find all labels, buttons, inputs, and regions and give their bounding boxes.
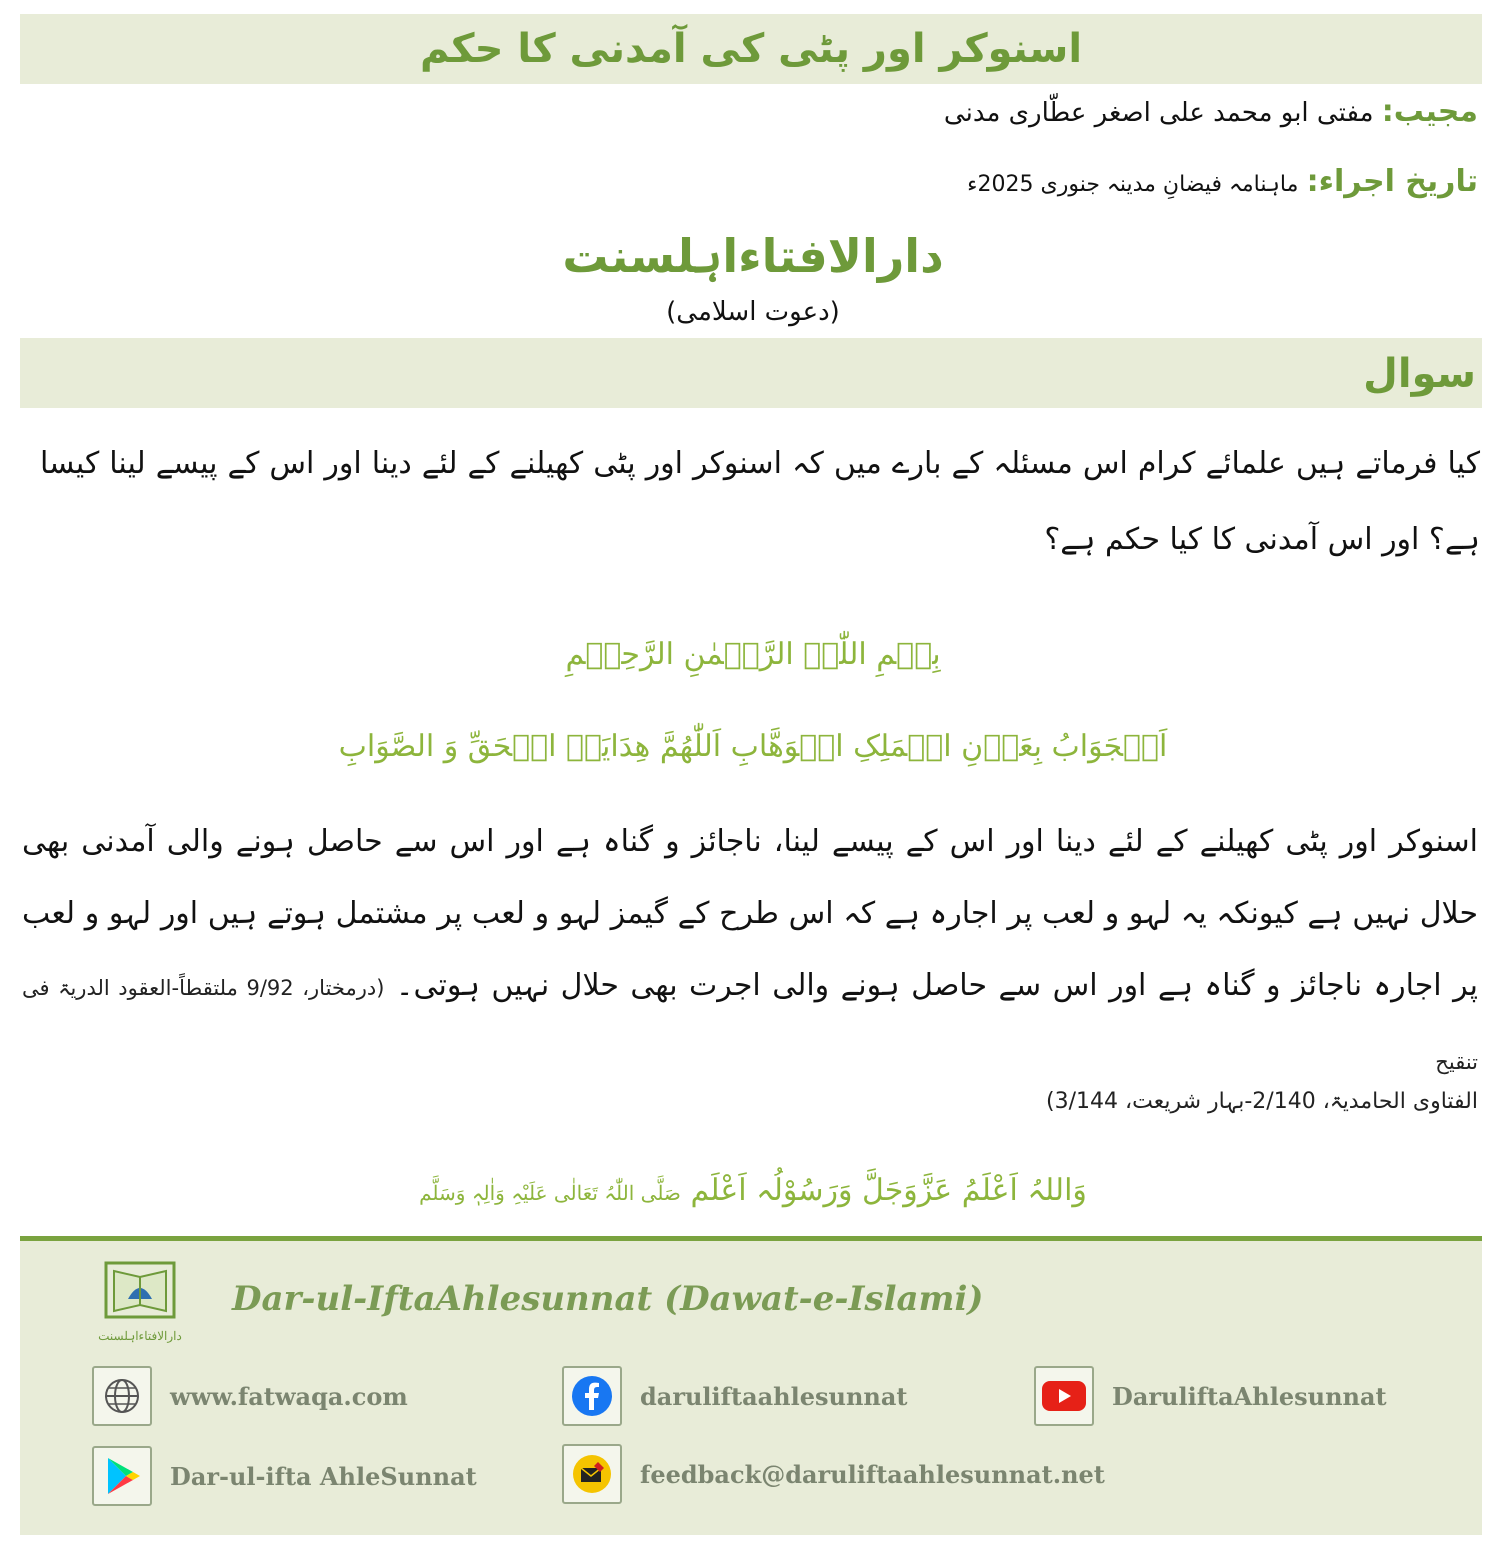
- question-band: [20, 338, 1482, 408]
- youtube-link[interactable]: DaruliftaAhlesunnat: [1112, 1381, 1387, 1411]
- title-band: [20, 14, 1482, 84]
- closing-main: وَاللہُ اَعْلَمُ عَزَّوَجَلَّ وَرَسُوْلُہ اَعْلَم: [690, 1173, 1087, 1208]
- mujeeb-label: مجیب:: [1381, 94, 1478, 129]
- playstore-link[interactable]: Dar-ul-ifta AhleSunnat: [170, 1461, 477, 1491]
- date-value: ماہنامہ فیضانِ مدینہ جنوری 2025ء: [967, 172, 1299, 197]
- facebook-icon: [562, 1366, 622, 1426]
- youtube-icon: [1034, 1366, 1094, 1426]
- playstore-contact[interactable]: [92, 1443, 477, 1509]
- date-line: [967, 162, 1478, 205]
- organization-subtitle: (دعوت اسلامی): [666, 297, 840, 327]
- question-heading: سوال: [1363, 351, 1476, 397]
- footer-brand: Dar-ul-IftaAhlesunnat (Dawat-e-Islami): [232, 1279, 984, 1319]
- globe-icon: [92, 1366, 152, 1426]
- reference-start: (درمختار، 9/92 ملتقطاً-العقود الدریۃ فی تنقیح: [22, 976, 1478, 1074]
- youtube-contact[interactable]: [1034, 1363, 1387, 1429]
- website-contact[interactable]: [92, 1363, 408, 1429]
- closing-phrase: [0, 1166, 1506, 1218]
- organization-name: دارالافتاءاہلسنت: [562, 229, 944, 283]
- answer-body: اسنوکر اور پٹی کھیلنے کے لئے دینا اور اس کے پیسے لینا، ناجائز و گناہ ہے اور اس سے حاصل ہونے والی آمدنی بھی حلال نہیں ہے کیونکہ یہ لہو و لعب پر اجارہ ہے کہ اس طرح کے گیمز لہو و لعب پر مشتمل ہوتے ہیں اور لہو و لعب پر اجارہ ناجائز و گناہ ہے اور اس سے حاصل ہونے والی اجرت بھی حلال نہیں ہوتی۔: [22, 824, 1478, 1003]
- facebook-link[interactable]: daruliftaahlesunnat: [640, 1381, 908, 1411]
- mail-icon: [562, 1444, 622, 1504]
- answer-text: [22, 806, 1478, 1098]
- footer: [20, 1236, 1482, 1535]
- facebook-contact[interactable]: [562, 1363, 908, 1429]
- al-jawab-heading: اَلۡجَوَابُ بِعَوۡنِ الۡمَلِکِ الۡوَھَّابِ اَللّٰھُمَّ ھِدَایَۃَ الۡحَقِّ وَ الصَّوَابِ: [338, 729, 1168, 764]
- logo-caption: دارالافتاءاہلسنت: [98, 1329, 182, 1343]
- bismillah: بِسۡمِ اللّٰہِ الرَّحۡمٰنِ الرَّحِیۡمِ: [565, 637, 941, 672]
- reference-end: الفتاوی الحامدیۃ، 2/140-بہار شریعت، 3/144): [1046, 1089, 1478, 1114]
- email-contact[interactable]: [562, 1441, 1105, 1507]
- mujeeb-value: مفتی ابو محمد علی اصغر عطّاری مدنی: [943, 98, 1374, 128]
- website-link[interactable]: www.fatwaqa.com: [170, 1381, 408, 1411]
- closing-salutation: صَلَّی اللّٰہُ تَعَالٰی عَلَیْہِ وَاٰلِہٖ وَسَلَّم: [419, 1181, 681, 1205]
- play-store-icon: [92, 1446, 152, 1506]
- page-title: اسنوکر اور پٹی کی آمدنی کا حکم: [419, 26, 1083, 72]
- email-link[interactable]: feedback@daruliftaahlesunnat.net: [640, 1459, 1105, 1489]
- date-label: تاریخ اجراء:: [1306, 164, 1478, 199]
- mujeeb-line: [944, 92, 1478, 133]
- question-text: کیا فرماتے ہیں علمائے کرام اس مسئلہ کے بارے میں کہ اسنوکر اور پٹی کھیلنے کے لئے دینا اور اس کے پیسے لینا کیسا ہے؟ اور اس آمدنی کا کیا حکم ہے؟: [40, 446, 1480, 557]
